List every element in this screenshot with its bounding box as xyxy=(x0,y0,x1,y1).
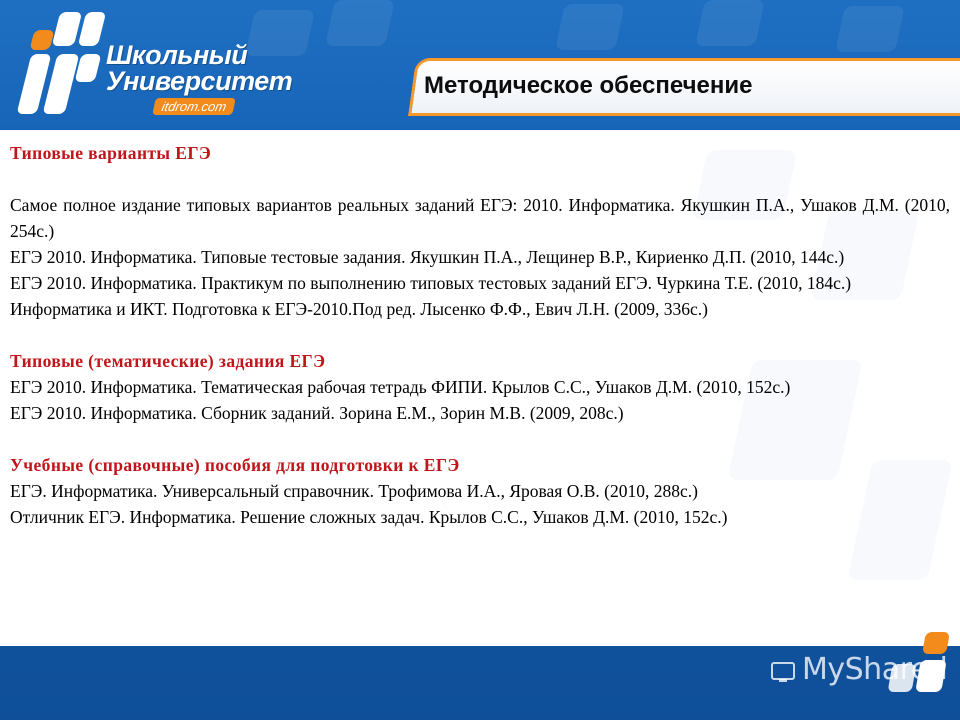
spacer xyxy=(10,426,950,452)
section-heading: Типовые варианты ЕГЭ xyxy=(10,143,212,163)
logo-title xyxy=(106,42,292,94)
logo-tile-icon xyxy=(78,12,106,46)
logo-site-badge: itdrom.com xyxy=(152,98,236,115)
decorative-tile xyxy=(835,6,905,52)
decorative-tile xyxy=(922,632,950,654)
logo-title-line1: Школьный xyxy=(106,40,248,70)
section-heading: Типовые (тематические) задания ЕГЭ xyxy=(10,351,326,371)
list-item: Информатика и ИКТ. Подготовка к ЕГЭ-2010.Под ред. Лысенко Ф.Ф., Евич Л.Н. (2009, 336с.) xyxy=(10,299,708,319)
list-item: ЕГЭ 2010. Информатика. Типовые тестовые задания. Якушкин П.А., Лещинер В.Р., Кириенко Д.П. (2010, 144с.) xyxy=(10,247,845,267)
decorative-tile xyxy=(555,4,625,50)
spacer xyxy=(10,322,950,348)
list-item: Отличник ЕГЭ. Информатика. Решение сложных задач. Крылов С.С., Ушаков Д.М. (2010, 152с.) xyxy=(10,507,728,527)
page-title: Методическое обеспечение xyxy=(424,72,753,99)
logo-tile-icon xyxy=(30,30,55,50)
list-item: ЕГЭ. Информатика. Универсальный справочник. Трофимова И.А., Яровая О.В. (2010, 288с.) xyxy=(10,481,698,501)
decorative-tile xyxy=(325,0,395,46)
myshared-logo-icon xyxy=(770,658,796,684)
list-item: Самое полное издание типовых вариантов реальных заданий ЕГЭ: 2010. Информатика. Якушкин П.А., Ушаков Д.М. (2010, 254с.) xyxy=(10,195,950,241)
list-item: ЕГЭ 2010. Информатика. Тематическая рабочая тетрадь ФИПИ. Крылов С.С., Ушаков Д.М. (2010, 152с.) xyxy=(10,377,791,397)
logo-tile-icon xyxy=(75,54,102,82)
section-heading: Учебные (справочные) пособия для подготовки к ЕГЭ xyxy=(10,455,460,475)
footer-brand-text: MyShared xyxy=(802,652,948,687)
footer-brand xyxy=(802,652,947,687)
list-item: ЕГЭ 2010. Информатика. Практикум по выполнению типовых тестовых заданий ЕГЭ. Чуркина Т.Е. (2010, 184с.) xyxy=(10,273,852,293)
logo-tile-icon xyxy=(52,12,82,46)
list-item: ЕГЭ 2010. Информатика. Сборник заданий. Зорина Е.М., Зорин М.В. (2009, 208с.) xyxy=(10,403,624,423)
school-university-logo xyxy=(14,8,293,118)
decorative-tile xyxy=(695,0,765,46)
spacer xyxy=(10,166,950,192)
bibliography-list xyxy=(10,140,950,530)
logo-title-line2: Университет xyxy=(106,66,293,96)
